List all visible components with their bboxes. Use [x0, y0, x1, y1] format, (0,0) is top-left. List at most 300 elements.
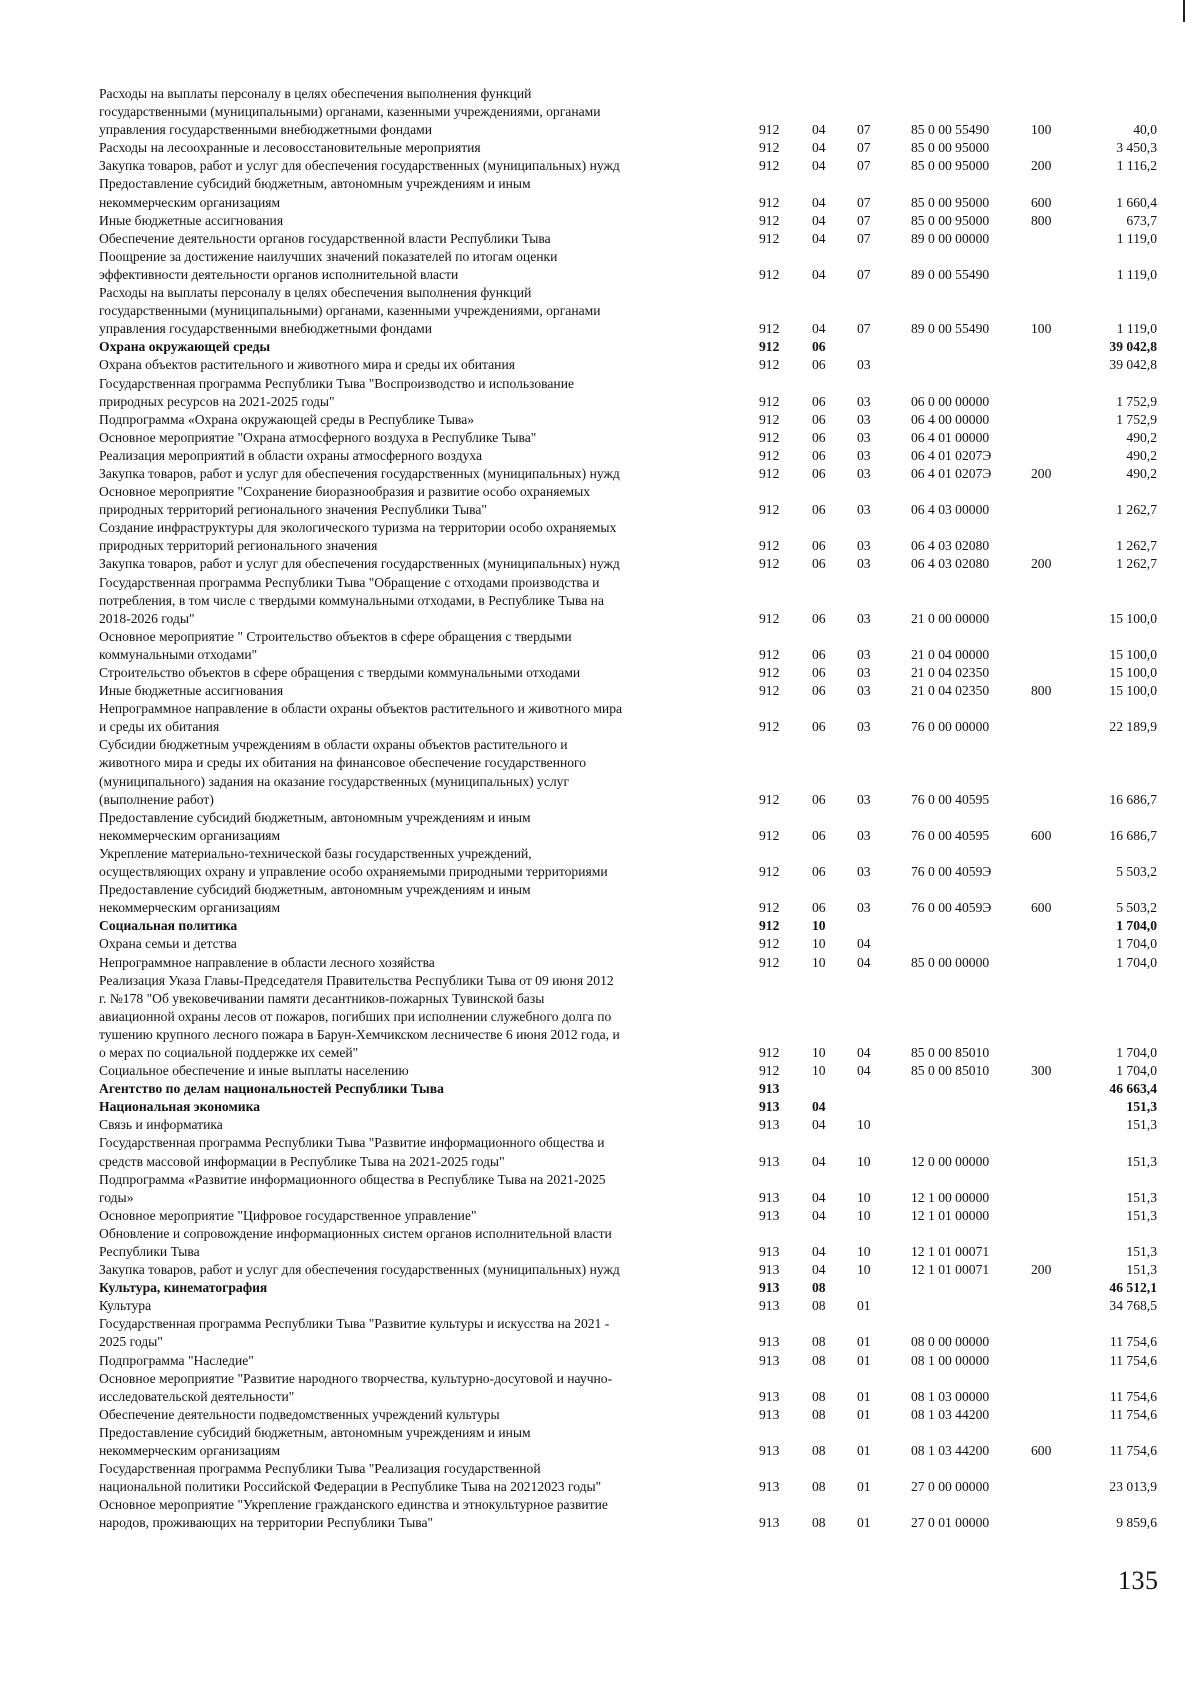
section-code: 08: [812, 1298, 826, 1314]
target-article-code: 27 0 00 00000: [911, 1479, 990, 1495]
ministry-code: 913: [759, 1099, 780, 1115]
amount: 1 704,0: [1116, 1063, 1157, 1079]
section-code: 08: [812, 1443, 826, 1459]
section-code: 08: [812, 1352, 826, 1368]
expense-type-code: 200: [1031, 1262, 1052, 1278]
section-code: 04: [812, 140, 826, 156]
section-code: 04: [812, 1117, 826, 1133]
ministry-code: 912: [759, 683, 780, 699]
table-row: [99, 248, 1159, 284]
section-code: 06: [812, 447, 826, 463]
table-row: [99, 284, 1159, 338]
ministry-code: 912: [759, 212, 780, 228]
ministry-code: 913: [759, 1153, 780, 1169]
expense-type-code: 600: [1031, 1443, 1052, 1459]
ministry-code: 912: [759, 447, 780, 463]
amount: 11 754,6: [1109, 1388, 1157, 1404]
section-code: 04: [812, 1153, 826, 1169]
amount: 490,2: [1126, 465, 1157, 481]
table-row: [99, 1261, 1159, 1279]
subsection-code: 03: [857, 610, 871, 626]
item-name: Культура, кинематография: [99, 1280, 268, 1296]
expense-type-code: 300: [1031, 1063, 1052, 1079]
amount: 1 704,0: [1116, 954, 1157, 970]
section-code: 06: [812, 827, 826, 843]
target-article-code: 06 4 03 02080: [911, 538, 990, 554]
target-article-code: 85 0 00 95000: [911, 194, 990, 210]
item-name: Закупка товаров, работ и услуг для обеспечения государственных (муниципальных) нужд: [99, 465, 620, 481]
table-row: [99, 1207, 1159, 1225]
subsection-code: 07: [857, 321, 871, 337]
table-row: [99, 175, 1159, 211]
expense-type-code: 100: [1031, 321, 1052, 337]
amount: 1 119,0: [1116, 266, 1157, 282]
table-row: [99, 375, 1159, 411]
amount: 39 042,8: [1109, 357, 1157, 373]
subsection-code: 03: [857, 393, 871, 409]
amount: 11 754,6: [1109, 1352, 1157, 1368]
table-row: [99, 574, 1159, 628]
ministry-code: 912: [759, 194, 780, 210]
amount: 151,3: [1126, 1099, 1157, 1115]
table-row: [99, 139, 1159, 157]
expense-type-code: 600: [1031, 900, 1052, 916]
section-code: 06: [812, 502, 826, 518]
subsection-code: 03: [857, 900, 871, 916]
ministry-code: 912: [759, 429, 780, 445]
subsection-code: 04: [857, 954, 871, 970]
subsection-code: 03: [857, 791, 871, 807]
table-row: [99, 881, 1159, 917]
item-name: Расходы на лесоохранные и лесовосстановительные мероприятия: [99, 140, 481, 156]
table-row: [99, 664, 1159, 682]
target-article-code: 27 0 01 00000: [911, 1515, 990, 1531]
item-name: Государственная программа Республики Тыва "Развитие информационного общества и средств массовой информации в Республике Тыва на 2021-2025 годы": [99, 1135, 605, 1169]
section-code: 04: [812, 1262, 826, 1278]
ministry-code: 913: [759, 1262, 780, 1278]
target-article-code: 21 0 04 02350: [911, 683, 990, 699]
section-code: 10: [812, 1063, 826, 1079]
ministry-code: 912: [759, 827, 780, 843]
expense-type-code: 800: [1031, 683, 1052, 699]
item-name: Обеспечение деятельности подведомственных учреждений культуры: [99, 1406, 500, 1422]
target-article-code: 89 0 00 55490: [911, 266, 990, 282]
subsection-code: 03: [857, 683, 871, 699]
amount: 16 686,7: [1109, 791, 1157, 807]
section-code: 06: [812, 393, 826, 409]
amount: 3 450,3: [1116, 140, 1157, 156]
item-name: Подпрограмма "Наследие": [99, 1352, 254, 1368]
target-article-code: 12 1 01 00000: [911, 1207, 990, 1223]
target-article-code: 85 0 00 95000: [911, 140, 990, 156]
ministry-code: 912: [759, 321, 780, 337]
section-header-row: [99, 917, 1159, 935]
subsection-code: 03: [857, 447, 871, 463]
table-row: [99, 1171, 1159, 1207]
ministry-code: 912: [759, 646, 780, 662]
target-article-code: 85 0 00 00000: [911, 954, 990, 970]
amount: 39 042,8: [1109, 339, 1157, 355]
expense-type-code: 600: [1031, 194, 1052, 210]
subsection-code: 01: [857, 1479, 871, 1495]
ministry-code: 913: [759, 1207, 780, 1223]
subsection-code: 07: [857, 140, 871, 156]
section-code: 06: [812, 538, 826, 554]
amount: 9 859,6: [1116, 1515, 1157, 1531]
amount: 1 704,0: [1116, 936, 1157, 952]
subsection-code: 07: [857, 230, 871, 246]
amount: 490,2: [1126, 447, 1157, 463]
target-article-code: 06 4 01 0207Э: [911, 465, 992, 481]
target-article-code: 12 1 00 00000: [911, 1189, 990, 1205]
ministry-code: 912: [759, 1063, 780, 1079]
section-code: 04: [812, 1207, 826, 1223]
subsection-code: 01: [857, 1352, 871, 1368]
section-code: 06: [812, 791, 826, 807]
item-name: Поощрение за достижение наилучших значений показателей по итогам оценки эффективности деятельности органов исполнительной власти: [99, 248, 558, 282]
amount: 673,7: [1126, 212, 1157, 228]
ministry-code: 913: [759, 1406, 780, 1422]
subsection-code: 10: [857, 1153, 871, 1169]
amount: 5 503,2: [1116, 864, 1157, 880]
subsection-code: 01: [857, 1334, 871, 1350]
section-code: 06: [812, 556, 826, 572]
amount: 1 704,0: [1116, 1044, 1157, 1060]
item-name: Непрограммное направление в области лесного хозяйства: [99, 954, 435, 970]
section-code: 04: [812, 321, 826, 337]
ministry-code: 912: [759, 954, 780, 970]
amount: 40,0: [1133, 122, 1157, 138]
ministry-code: 912: [759, 719, 780, 735]
target-article-code: 85 0 00 95000: [911, 212, 990, 228]
target-article-code: 08 1 03 44200: [911, 1443, 990, 1459]
ministry-code: 912: [759, 393, 780, 409]
target-article-code: 85 0 00 85010: [911, 1044, 990, 1060]
table-row: [99, 483, 1159, 519]
target-article-code: 06 4 03 02080: [911, 556, 990, 572]
subsection-code: 03: [857, 429, 871, 445]
amount: 15 100,0: [1109, 665, 1157, 680]
table-row: [99, 555, 1159, 573]
section-code: 06: [812, 683, 826, 699]
ministry-code: 912: [759, 864, 780, 880]
amount: 11 754,6: [1109, 1334, 1157, 1350]
item-name: Иные бюджетные ассигнования: [99, 212, 284, 228]
item-name: Агентство по делам национальностей Республики Тыва: [99, 1081, 444, 1097]
ministry-code: 913: [759, 1388, 780, 1404]
subsection-code: 07: [857, 212, 871, 228]
subsection-code: 01: [857, 1443, 871, 1459]
target-article-code: 76 0 00 4059Э: [911, 864, 992, 880]
subsection-code: 10: [857, 1207, 871, 1223]
amount: 1 262,7: [1116, 556, 1157, 572]
section-header-row: [99, 1080, 1159, 1098]
item-name: Обеспечение деятельности органов государственной власти Республики Тыва: [99, 230, 551, 246]
ministry-code: 913: [759, 1443, 780, 1459]
table-row: [99, 1297, 1159, 1315]
ministry-code: 913: [759, 1244, 780, 1259]
page-number: 135: [1118, 1566, 1159, 1595]
target-article-code: 85 0 00 95000: [911, 158, 990, 174]
amount: 1 116,2: [1116, 158, 1157, 174]
section-code: 06: [812, 864, 826, 880]
table-row: [99, 1424, 1159, 1460]
ministry-code: 912: [759, 502, 780, 518]
amount: 5 503,2: [1116, 900, 1157, 916]
ministry-code: 912: [759, 538, 780, 554]
amount: 490,2: [1126, 429, 1157, 445]
section-code: 06: [812, 610, 826, 626]
section-code: 08: [812, 1479, 826, 1495]
table-row: [99, 935, 1159, 953]
table-row: [99, 1225, 1159, 1261]
table-row: [99, 519, 1159, 555]
ministry-code: 912: [759, 918, 780, 934]
subsection-code: 03: [857, 665, 871, 680]
section-code: 04: [812, 194, 826, 210]
section-code: 06: [812, 646, 826, 662]
amount: 16 686,7: [1109, 827, 1157, 843]
section-code: 04: [812, 230, 826, 246]
table-row: [99, 230, 1159, 248]
ministry-code: 912: [759, 465, 780, 481]
expense-type-code: 600: [1031, 827, 1052, 843]
section-code: 04: [812, 212, 826, 228]
amount: 151,3: [1126, 1153, 1157, 1169]
item-name: Социальное обеспечение и иные выплаты населению: [99, 1063, 409, 1079]
ministry-code: 912: [759, 339, 780, 355]
table-row: [99, 700, 1159, 736]
table-row: [99, 429, 1159, 447]
amount: 1 752,9: [1116, 393, 1157, 409]
subsection-code: 03: [857, 502, 871, 518]
item-name: Непрограммное направление в области охраны объектов растительного и животного мира и среды их обитания: [99, 701, 623, 735]
table-row: [99, 1134, 1159, 1170]
subsection-code: 03: [857, 357, 871, 373]
item-name: Реализация Указа Главы-Председателя Правительства Республики Тыва от 09 июня 2012 г. №178 "Об увековечивании памяти десантников-пожарных Тувинской базы авиационной охраны лесов от пожаров, погибших при исполнении служебного долга по тушению крупного лесного пожара в Барун-Хемчикском лесничестве 6 июня 2012 года, и о мерах по социальной поддержке их семей": [99, 972, 620, 1060]
subsection-code: 10: [857, 1189, 871, 1205]
target-article-code: 12 1 01 00071: [911, 1262, 990, 1278]
subsection-code: 07: [857, 266, 871, 282]
table-row: [99, 628, 1159, 664]
table-row: [99, 1406, 1159, 1424]
item-name: Предоставление субсидий бюджетным, автономным учреждениям и иным некоммерческим организациям: [99, 882, 531, 916]
item-name: Закупка товаров, работ и услуг для обеспечения государственных (муниципальных) нужд: [99, 1262, 620, 1278]
item-name: Основное мероприятие "Цифровое государственное управление": [99, 1207, 477, 1223]
item-name: Расходы на выплаты персоналу в целях обеспечения выполнения функций государственными (муниципальными) органами, казенными учреждениями, органами управления государственными внебюджетными фондами: [99, 86, 601, 138]
table-row: [99, 447, 1159, 465]
ministry-code: 912: [759, 936, 780, 952]
table-row: [99, 1460, 1159, 1496]
ministry-code: 913: [759, 1334, 780, 1350]
section-code: 06: [812, 719, 826, 735]
table-row: [99, 1496, 1159, 1532]
item-name: Обновление и сопровождение информационных систем органов исполнительной власти Республики Тыва: [99, 1225, 612, 1259]
ministry-code: 912: [759, 230, 780, 246]
section-header-row: [99, 338, 1159, 356]
item-name: Государственная программа Республики Тыва "Обращение с отходами производства и потребления, в том числе с твердыми коммунальными отходами, в Республике Тыва на 2018-2026 годы": [99, 574, 604, 626]
table-row: [99, 85, 1159, 139]
table-row: [99, 1116, 1159, 1134]
table-row: [99, 845, 1159, 881]
amount: 1 262,7: [1116, 502, 1157, 518]
ministry-code: 912: [759, 140, 780, 156]
ministry-code: 912: [759, 1044, 780, 1060]
ministry-code: 913: [759, 1298, 780, 1314]
target-article-code: 85 0 00 85010: [911, 1063, 990, 1079]
expense-type-code: 200: [1031, 158, 1052, 174]
item-name: Национальная экономика: [99, 1099, 260, 1115]
section-code: 06: [812, 900, 826, 916]
item-name: Государственная программа Республики Тыва "Развитие культуры и искусства на 2021 - 2025 годы": [99, 1316, 610, 1350]
section-code: 08: [812, 1515, 826, 1531]
item-name: Охрана объектов растительного и животного мира и среды их обитания: [99, 357, 515, 373]
item-name: Предоставление субсидий бюджетным, автономным учреждениям и иным некоммерческим организациям: [99, 809, 531, 843]
amount: 1 119,0: [1116, 321, 1157, 337]
subsection-code: 10: [857, 1117, 871, 1133]
section-code: 04: [812, 1099, 826, 1115]
ministry-code: 913: [759, 1515, 780, 1531]
amount: 1 704,0: [1116, 918, 1157, 934]
item-name: Государственная программа Республики Тыва "Реализация государственной национальной политики Российской Федерации в Республике Тыва на 20212023 годы": [99, 1461, 602, 1495]
subsection-code: 10: [857, 1244, 871, 1259]
item-name: Основное мероприятие "Укрепление гражданского единства и этнокультурное развитие народов, проживающих на территории Республики Тыва": [99, 1497, 608, 1531]
item-name: Основное мероприятие " Строительство объектов в сфере обращения с твердыми коммунальными отходами": [99, 628, 572, 662]
subsection-code: 07: [857, 158, 871, 174]
subsection-code: 07: [857, 194, 871, 210]
table-row: [99, 411, 1159, 429]
ministry-code: 912: [759, 266, 780, 282]
section-code: 06: [812, 465, 826, 481]
section-code: 06: [812, 411, 826, 427]
amount: 15 100,0: [1109, 683, 1157, 699]
table-row: [99, 1315, 1159, 1351]
target-article-code: 06 4 01 00000: [911, 429, 990, 445]
expense-type-code: 100: [1031, 122, 1052, 138]
amount: 151,3: [1126, 1117, 1157, 1133]
section-code: 10: [812, 918, 826, 934]
section-code: 10: [812, 954, 826, 970]
ministry-code: 912: [759, 791, 780, 807]
target-article-code: 21 0 04 02350: [911, 665, 990, 680]
amount: 34 768,5: [1109, 1298, 1157, 1314]
item-name: Охрана семьи и детства: [99, 936, 237, 952]
target-article-code: 85 0 00 55490: [911, 122, 990, 138]
table-row: [99, 809, 1159, 845]
section-code: 10: [812, 936, 826, 952]
amount: 151,3: [1126, 1262, 1157, 1278]
section-code: 04: [812, 1244, 826, 1259]
expense-type-code: 200: [1031, 465, 1052, 481]
item-name: Укрепление материально-технической базы государственных учреждений, осуществляющих охрану и управление особо охраняемыми природными территориями: [99, 845, 608, 880]
subsection-code: 03: [857, 719, 871, 735]
item-name: Предоставление субсидий бюджетным, автономным учреждениям и иным некоммерческим организациям: [99, 176, 531, 210]
subsection-code: 01: [857, 1298, 871, 1314]
ministry-code: 912: [759, 357, 780, 373]
target-article-code: 12 1 01 00071: [911, 1244, 990, 1259]
target-article-code: 21 0 04 00000: [911, 646, 990, 662]
section-code: 04: [812, 158, 826, 174]
section-code: 06: [812, 339, 826, 355]
amount: 23 013,9: [1109, 1479, 1157, 1495]
target-article-code: 21 0 00 00000: [911, 610, 990, 626]
item-name: Субсидии бюджетным учреждениям в области охраны объектов растительного и животного мира и среды их обитания на финансовое обеспечение государственного (муниципального) задания на оказание государственных (муниципальных) услуг (выполнение работ): [99, 737, 587, 807]
target-article-code: 06 4 01 0207Э: [911, 447, 992, 463]
item-name: Создание инфраструктуры для экологического туризма на территории особо охраняемых природных территорий регионального значения: [99, 520, 617, 554]
amount: 1 660,4: [1116, 194, 1157, 210]
amount: 151,3: [1126, 1207, 1157, 1223]
section-header-row: [99, 1279, 1159, 1297]
subsection-code: 03: [857, 556, 871, 572]
section-code: 08: [812, 1388, 826, 1404]
item-name: Расходы на выплаты персоналу в целях обеспечения выполнения функций государственными (муниципальными) органами, казенными учреждениями, органами управления государственными внебюджетными фондами: [99, 285, 601, 337]
ministry-code: 913: [759, 1081, 780, 1097]
section-code: 06: [812, 665, 826, 680]
target-article-code: 12 0 00 00000: [911, 1153, 990, 1169]
amount: 11 754,6: [1109, 1406, 1157, 1422]
table-row: [99, 465, 1159, 483]
target-article-code: 76 0 00 40595: [911, 791, 990, 807]
target-article-code: 76 0 00 00000: [911, 719, 990, 735]
item-name: Закупка товаров, работ и услуг для обеспечения государственных (муниципальных) нужд: [99, 158, 620, 174]
table-row: [99, 954, 1159, 972]
table-row: [99, 157, 1159, 175]
target-article-code: 08 1 00 00000: [911, 1352, 990, 1368]
ministry-code: 913: [759, 1117, 780, 1133]
section-code: 06: [812, 357, 826, 373]
amount: 1 262,7: [1116, 538, 1157, 554]
section-code: 08: [812, 1406, 826, 1422]
section-code: 04: [812, 266, 826, 282]
subsection-code: 01: [857, 1406, 871, 1422]
item-name: Связь и информатика: [99, 1117, 223, 1133]
ministry-code: 913: [759, 1352, 780, 1368]
ministry-code: 912: [759, 610, 780, 626]
target-article-code: 08 0 00 00000: [911, 1334, 990, 1350]
ministry-code: 912: [759, 122, 780, 138]
item-name: Основное мероприятие "Развитие народного творчества, культурно-досуговой и научно- исследовательской деятельности": [99, 1370, 613, 1404]
table-row: [99, 212, 1159, 230]
target-article-code: 76 0 00 40595: [911, 827, 990, 843]
table-row: [99, 1370, 1159, 1406]
target-article-code: 06 4 03 00000: [911, 502, 990, 518]
amount: 1 752,9: [1116, 411, 1157, 427]
subsection-code: 03: [857, 864, 871, 880]
amount: 151,3: [1126, 1244, 1157, 1259]
section-header-row: [99, 1098, 1159, 1116]
item-name: Основное мероприятие "Сохранение биоразнообразия и развитие особо охраняемых природных территорий регионального значения Республики Тыва": [99, 484, 591, 518]
target-article-code: 08 1 03 44200: [911, 1406, 990, 1422]
ministry-code: 912: [759, 900, 780, 916]
subsection-code: 03: [857, 465, 871, 481]
section-code: 06: [812, 429, 826, 445]
section-code: 08: [812, 1280, 826, 1296]
table-row: [99, 356, 1159, 374]
table-row: [99, 682, 1159, 700]
expense-type-code: 200: [1031, 556, 1052, 572]
subsection-code: 04: [857, 1063, 871, 1079]
item-name: Подпрограмма «Охрана окружающей среды в Республике Тыва»: [99, 411, 475, 427]
item-name: Культура: [99, 1298, 152, 1314]
ministry-code: 913: [759, 1479, 780, 1495]
item-name: Основное мероприятие "Охрана атмосферного воздуха в Республике Тыва": [99, 429, 537, 445]
subsection-code: 01: [857, 1388, 871, 1404]
subsection-code: 03: [857, 646, 871, 662]
item-name: Реализация мероприятий в области охраны атмосферного воздуха: [99, 447, 482, 463]
ministry-code: 913: [759, 1280, 780, 1296]
subsection-code: 03: [857, 538, 871, 554]
item-name: Предоставление субсидий бюджетным, автономным учреждениям и иным некоммерческим организациям: [99, 1424, 531, 1459]
